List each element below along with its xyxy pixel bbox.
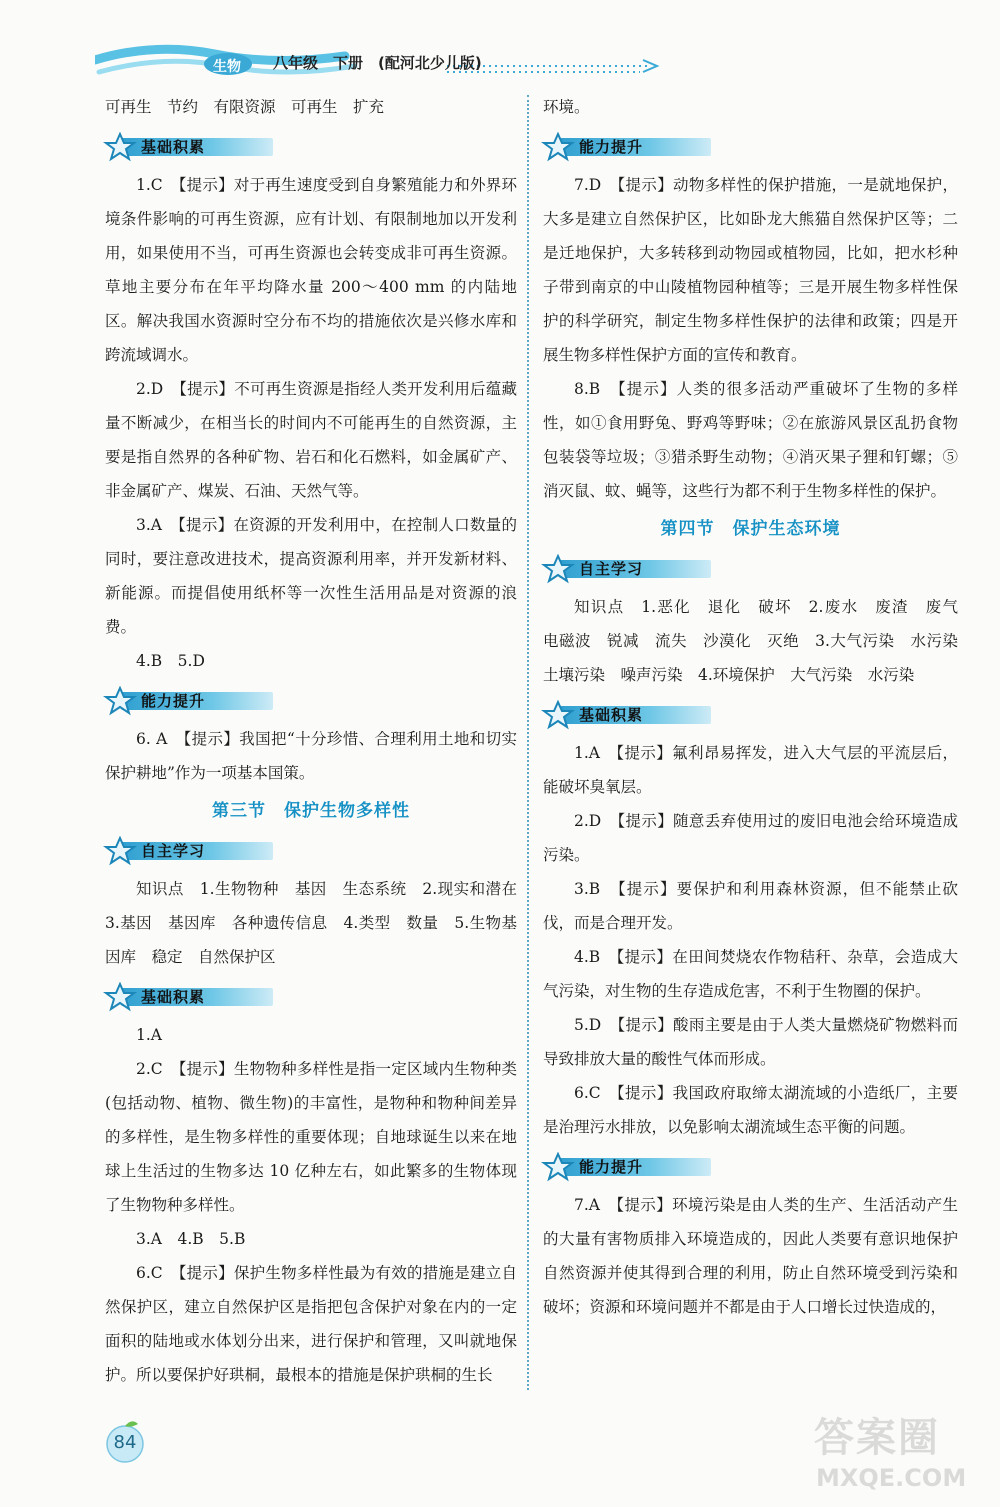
- header-title: 八年级 下册 (配河北少儿版): [273, 54, 482, 72]
- banner-basic-accumulation: [103, 982, 517, 1012]
- banner-label: 基础积累: [141, 988, 206, 1006]
- banner-ability: [541, 1152, 958, 1182]
- left-column: [105, 90, 533, 1392]
- knowledge-points: 知识点 1.恶化 退化 破坏 2.废水 废渣 废气 电磁波 锐减 流失 沙漠化 灭绝 3.大气污染 水污染 土壤污染 噪声污染 4.环境保护 大气污染 水污染: [543, 598, 974, 684]
- answer-item: 2.C 【提示】生物物种多样性是指一定区域内生物种类(包括动物、植物、微生物)的丰富性，是物种和物种间差异的多样性，是生物多样性的重要体现；自地球诞生以来在地球上生活过的生物多达 10 亿种左右，如此繁多的生物体现了生物物种多样性。: [105, 1060, 517, 1214]
- page-header: [95, 42, 665, 82]
- watermark-url: MXQE.COM: [816, 1464, 967, 1492]
- star-icon: [103, 132, 137, 162]
- answer-item: 6.C 【提示】我国政府取缔太湖流域的小造纸厂，主要是治理污水排放，以免影响太湖流域生态平衡的问题。: [543, 1084, 958, 1136]
- answer-item: 1.A 【提示】氟利昂易挥发，进入大气层的平流层后，能破坏臭氧层。: [543, 744, 958, 796]
- star-icon: [541, 132, 575, 162]
- watermark: [808, 1406, 978, 1498]
- answer-item: 8.B 【提示】人类的很多活动严重破坏了生物的多样性，如①食用野兔、野鸡等野味；②在旅游风景区乱扔食物包装袋等垃圾；③猎杀野生动物；④消灭果子狸和钉螺；⑤消灭鼠、蚊、蝇等，这些行为都不利于生物多样性的保护。: [543, 380, 958, 500]
- answer-item: 7.A 【提示】环境污染是由人类的生产、生活活动产生的大量有害物质排入环境造成的，因此人类要有意识地保护自然资源并使其得到合理的利用，防止自然环境受到污染和破坏；资源和环境问题并不都是由于人口增长过快造成的，: [543, 1196, 958, 1316]
- answer-item: 1.A: [136, 1026, 162, 1044]
- banner-label: 自主学习: [141, 842, 206, 860]
- star-icon: [541, 1152, 575, 1182]
- right-column: [543, 90, 974, 1324]
- answer-item: 3.A 4.B 5.B: [136, 1230, 246, 1248]
- banner-ability: [103, 686, 517, 716]
- continued-text: 环境。: [543, 98, 590, 116]
- banner-self-study: [103, 836, 517, 866]
- banner-basic-accumulation: [103, 132, 517, 162]
- banner-label: 自主学习: [579, 560, 644, 578]
- answer-item: 4.B 5.D: [136, 652, 205, 670]
- column-divider: [527, 95, 529, 1390]
- star-icon: [103, 982, 137, 1012]
- answer-item: 2.D 【提示】不可再生资源是指经人类开发利用后蕴藏量不断减少，在相当长的时间内不可能再生的自然资源，主要是指自然界的各种矿物、岩石和化石燃料，如金属矿产、非金属矿产、煤炭、石油、天然气等。: [105, 380, 517, 500]
- banner-ability: [541, 132, 958, 162]
- banner-label: 基础积累: [141, 138, 206, 156]
- answer-item: 6. A 【提示】我国把“十分珍惜、合理利用土地和切实保护耕地”作为一项基本国策。: [105, 730, 517, 782]
- answer-item: 6.C 【提示】保护生物多样性最为有效的措施是建立自然保护区，建立自然保护区是指把包含保护对象在内的一定面积的陆地或水体划分出来，进行保护和管理，又叫就地保护。所以要保护好珙桐，最根本的措施是保护珙桐的生长: [105, 1264, 517, 1384]
- knowledge-points: 知识点 1.生物物种 基因 生态系统 2.现实和潜在 3.基因 基因库 各种遗传信息 4.类型 数量 5.生物基因库 稳定 自然保护区: [105, 880, 533, 966]
- watermark-text: 答案圈: [814, 1415, 940, 1461]
- answer-item: 2.D 【提示】随意丢弃使用过的废旧电池会给环境造成污染。: [543, 812, 958, 864]
- page-number-badge: [102, 1418, 148, 1464]
- answer-item: 3.A 【提示】在资源的开发利用中，在控制人口数量的同时，要注意改进技术，提高资源利用率，并开发新材料、新能源。而提倡使用纸杯等一次性生活用品是对资源的浪费。: [105, 516, 517, 636]
- star-icon: [541, 554, 575, 584]
- page-number: 84: [113, 1432, 137, 1453]
- banner-self-study: [541, 554, 958, 584]
- intro-answers: 可再生 节约 有限资源 可再生 扩充: [105, 98, 385, 116]
- header-subject: 生物: [213, 59, 241, 75]
- banner-label: 能力提升: [579, 138, 644, 156]
- star-icon: [103, 686, 137, 716]
- answer-item: 3.B 【提示】要保护和利用森林资源，但不能禁止砍伐，而是合理开发。: [543, 880, 958, 932]
- answer-item: 4.B 【提示】在田间焚烧农作物秸秆、杂草，会造成大气污染，对生物的生存造成危害，不利于生物圈的保护。: [543, 948, 958, 1000]
- section-title: 第四节 保护生态环境: [660, 519, 841, 539]
- star-icon: [103, 836, 137, 866]
- answer-item: 7.D 【提示】动物多样性的保护措施，一是就地保护，大多是建立自然保护区，比如卧龙大熊猫自然保护区等；二是迁地保护，大多转移到动物园或植物园，比如，把水杉种子带到南京的中山陵植物园种植等；三是开展生物多样性保护的科学研究，制定生物多样性保护的法律和政策；四是开展生物多样性保护方面的宣传和教育。: [543, 176, 958, 364]
- section-title: 第三节 保护生物多样性: [212, 801, 410, 821]
- banner-label: 能力提升: [579, 1158, 644, 1176]
- banner-label: 基础积累: [579, 706, 644, 724]
- answer-item: 5.D 【提示】酸雨主要是由于人类大量燃烧矿物燃料而导致排放大量的酸性气体而形成。: [543, 1016, 958, 1068]
- answer-item: 1.C 【提示】对于再生速度受到自身繁殖能力和外界环境条件影响的可再生资源，应有计划、有限制地加以开发利用，如果使用不当，可再生资源也会转变成非可再生资源。草地主要分布在年平均降水量 200～400 mm 的内陆地区。解决我国水资源时空分布不均的措施依次是兴修水库和跨流域调水。: [105, 176, 517, 364]
- star-icon: [541, 700, 575, 730]
- banner-label: 能力提升: [141, 692, 206, 710]
- banner-basic-accumulation: [541, 700, 958, 730]
